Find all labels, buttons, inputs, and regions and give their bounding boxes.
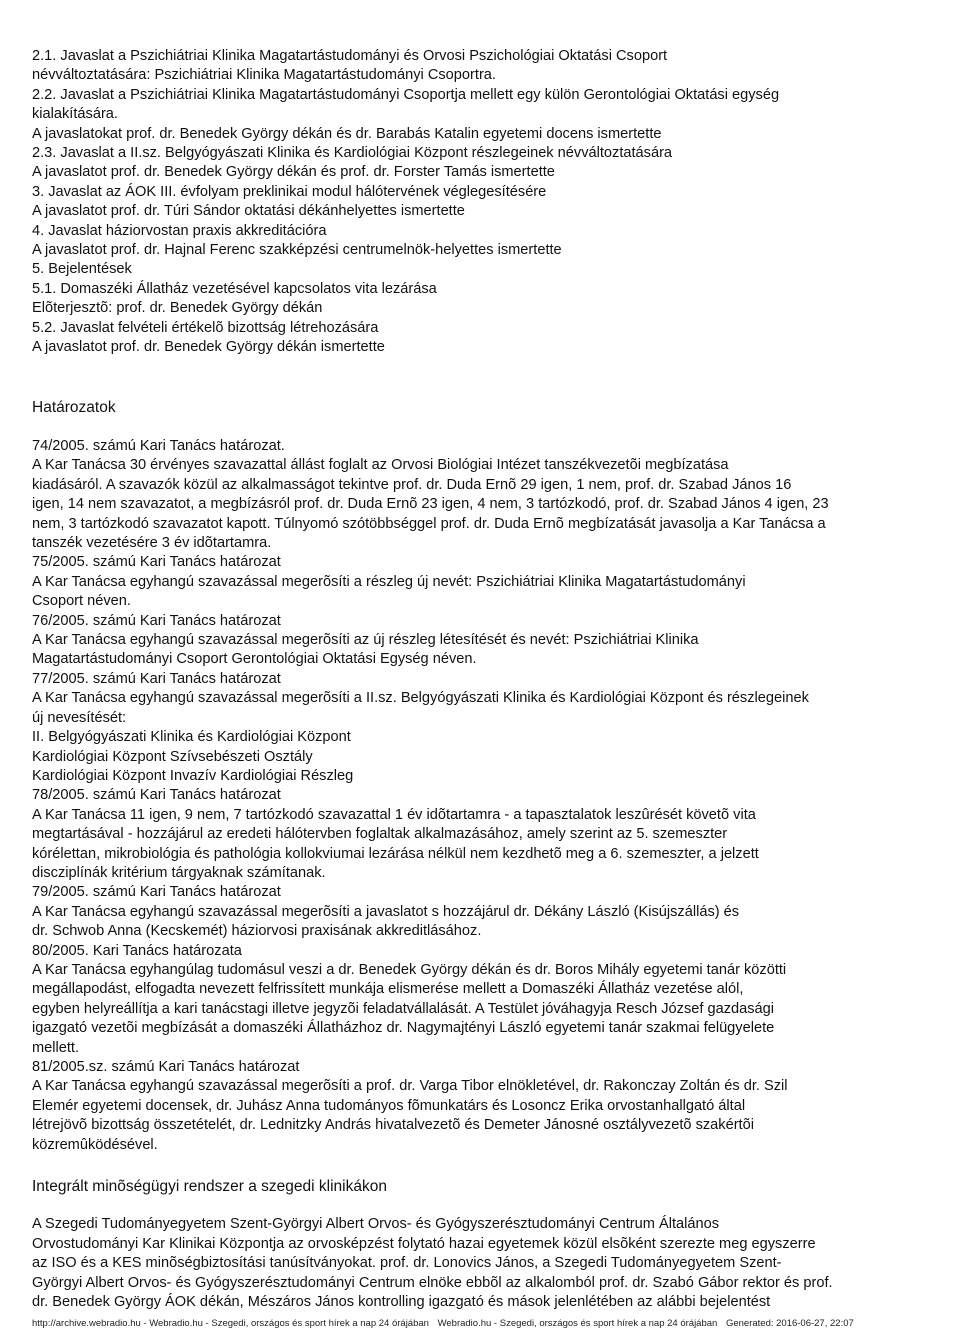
agenda-line: 4. Javaslat háziorvostan praxis akkreditációra (32, 222, 327, 239)
agenda-line: A javaslatot prof. dr. Benedek György dékán ismertette (32, 339, 385, 356)
agenda-line: A javaslatokat prof. dr. Benedek György dékán és dr. Barabás Katalin egyetemi docens ismertette (32, 125, 662, 142)
resolution-line: 80/2005. Kari Tanács határozata (32, 942, 242, 959)
resolution-line: 75/2005. számú Kari Tanács határozat (32, 554, 281, 571)
resolution-line: A Kar Tanácsa egyhangúlag tudomásul veszi a dr. Benedek György dékán és dr. Boros Mihály egyetemi tanár közötti (32, 961, 787, 978)
qms-heading: Integrált minõségügyi rendszer a szegedi klinikákon (32, 1178, 387, 1195)
resolution-line: A Kar Tanácsa 11 igen, 9 nem, 7 tartózkodó szavazattal 1 év idõtartamra - a tapasztalatok leszûrését követõ vita (32, 806, 756, 823)
resolution-line: A Kar Tanácsa egyhangú szavazással megerõsíti a javaslatot s hozzájárul dr. Dékány László (Kisújszállás) és (32, 903, 740, 920)
agenda-line: 5.1. Domaszéki Állatház vezetésével kapcsolatos vita lezárása (32, 280, 437, 297)
agenda-line: névváltoztatására: Pszichiátriai Klinika Magatartástudományi Csoportra. (32, 67, 496, 84)
agenda-section (32, 47, 946, 358)
resolution-line: A Kar Tanácsa egyhangú szavazással megerõsíti a prof. dr. Varga Tibor elnökletével, dr. Rakonczay Zoltán és dr. Szil (32, 1078, 788, 1095)
resolution-line: Kardiológiai Központ Invazív Kardiológiai Részleg (32, 767, 354, 784)
resolution-line: új nevesítését: (32, 709, 127, 726)
agenda-line: A javaslatot prof. dr. Benedek György dékán és prof. dr. Forster Tamás ismertette (32, 164, 555, 181)
resolutions-heading: Határozatok (32, 399, 116, 416)
footer-generated-date: Generated: 2016-06-27, 22:07 (725, 1318, 854, 1329)
resolution-line: Kardiológiai Központ Szívsebészeti Osztály (32, 748, 313, 765)
resolution-line: 74/2005. számú Kari Tanács határozat. (32, 438, 285, 454)
resolution-line: A Kar Tanácsa 30 érvényes szavazattal állást foglalt az Orvosi Biológiai Intézet tanszékvezetõi megbízatása (32, 457, 729, 474)
resolution-line: 76/2005. számú Kari Tanács határozat (32, 612, 281, 629)
resolution-line: Magatartástudományi Csoport Gerontológiai Oktatási Egység néven. (32, 651, 477, 668)
resolution-line: 79/2005. számú Kari Tanács határozat (32, 884, 281, 901)
resolution-line: Csoport néven. (32, 593, 131, 610)
resolution-line: Elemér egyetemi docensek, dr. Juhász Anna tudományos fõmunkatárs és Losoncz Erika orvostanhallgató által (32, 1097, 746, 1114)
agenda-line: A javaslatot prof. dr. Túri Sándor oktatási dékánhelyettes ismertette (32, 203, 465, 220)
resolution-line: 77/2005. számú Kari Tanács határozat (32, 670, 281, 687)
agenda-line: 3. Javaslat az ÁOK III. évfolyam preklinikai modul hálótervének véglegesítésére (32, 183, 547, 200)
resolution-line: kiadásáról. A szavazók közül az alkalmasságot tekintve prof. dr. Duda Ernõ 29 igen, 1 nem, prof. dr. Szabad János 16 (32, 476, 792, 493)
agenda-line: 5.2. Javaslat felvételi értékelõ bizottság létrehozására (32, 319, 379, 336)
resolution-line: létrejövõ bizottság összetételét, dr. Lednitzky András hivatalvezetõ és Demeter Jánosné osztályvezetõ szakértõi (32, 1117, 754, 1134)
resolutions-section (32, 437, 946, 1155)
resolution-line: nem, 3 tartózkodó szavazatot kapott. Túlnyomó szótöbbséggel prof. dr. Duda Ernõ megbízatását javasolja a Kar Tanácsa a (32, 515, 826, 532)
resolution-line: A Kar Tanácsa egyhangú szavazással megerõsíti a részleg új nevét: Pszichiátriai Klinika Magatartástudományi (32, 573, 746, 590)
resolution-line: mellett. (32, 1039, 80, 1056)
resolution-line: igazgató vezetõi megbízását a domaszéki Állatházhoz dr. Nagymajtényi László egyetemi tanár szakmai felügyelete (32, 1020, 775, 1037)
resolution-line: A Kar Tanácsa egyhangú szavazással megerõsíti a II.sz. Belgyógyászati Klinika és Kardiológiai Központ és részlegeinek (32, 690, 809, 707)
agenda-line: 2.3. Javaslat a II.sz. Belgyógyászati Klinika és Kardiológiai Központ részlegeinek névváltoztatására (32, 145, 673, 162)
resolution-line: egyben helyreállítja a kari tanácstagi illetve jegyzõi feladatvállalását. A Testület jóváhagyja Resch József gazdasági (32, 1000, 775, 1017)
agenda-line: A javaslatot prof. dr. Hajnal Ferenc szakképzési centrumelnök-helyettes ismertette (32, 242, 562, 259)
resolution-line: 78/2005. számú Kari Tanács határozat (32, 787, 281, 804)
qms-paragraph-line: Orvostudományi Kar Klinikai Központja az orvosképzést folytató hazai egyetemek közül elsõként szerezte meg egyszerre (32, 1235, 816, 1252)
resolution-line: igen, 14 nem szavazatot, a megbízásról prof. dr. Duda Ernõ 23 igen, 4 nem, 3 tartózkodó, prof. dr. Szabad János 4 igen, 23 (32, 496, 829, 513)
page-footer (32, 1318, 946, 1330)
agenda-line: 2.1. Javaslat a Pszichiátriai Klinika Magatartástudományi és Orvosi Pszichológiai Oktatási Csoport (32, 48, 668, 64)
resolution-line: megtartásával - hozzájárul az eredeti hálótervben foglaltak alkalmazásához, amely szerint az 5. szemeszter (32, 826, 728, 843)
qms-paragraph-line: dr. Benedek György ÁOK dékán, Mészáros János kontrolling igazgató és mások jelenlétében az alábbi bejelentést (32, 1294, 771, 1311)
qms-paragraph-line: Györgyi Albert Orvos- és Gyógyszerésztudományi Centrum elnöke ebbõl az alkalomból prof. dr. Szabó Gábor rektor és prof. (32, 1274, 833, 1291)
qms-paragraph-line: A Szegedi Tudományegyetem Szent-Györgyi Albert Orvos- és Gyógyszerésztudományi Centrum Általános (32, 1216, 720, 1232)
agenda-line: kialakítására. (32, 106, 118, 123)
agenda-line: 5. Bejelentések (32, 261, 132, 278)
resolution-line: kórélettan, mikrobiológia és pathológia kollokviumai lezárása nélkül nem kezdhetõ meg a 6. szemeszter, a jelzett (32, 845, 759, 862)
qms-section (32, 1215, 946, 1313)
agenda-line: Elõterjesztõ: prof. dr. Benedek György dékán (32, 300, 323, 317)
resolution-line: 81/2005.sz. számú Kari Tanács határozat (32, 1059, 300, 1075)
resolution-line: II. Belgyógyászati Klinika és Kardiológiai Központ (32, 729, 351, 746)
resolution-line: discziplínák kritérium tárgyaknak számítanak. (32, 864, 326, 881)
resolution-line: tanszék vezetésére 3 év idõtartamra. (32, 535, 272, 552)
resolution-line: A Kar Tanácsa egyhangú szavazással megerõsíti az új részleg létesítését és nevét: Pszichiátriai Klinika (32, 632, 699, 649)
footer-source-link[interactable]: http://archive.webradio.hu - Webradio.hu - Szegedi, országos és sport hírek a nap 24 órájában (32, 1318, 429, 1329)
resolution-line: közremûködésével. (32, 1136, 158, 1153)
resolution-line: megállapodást, elfogadta nevezett felfrissített munkája elismerése mellett a Domaszéki Állatház vezetése alól, (32, 981, 744, 998)
resolution-line: dr. Schwob Anna (Kecskemét) háziorvosi praxisának akkreditlásához. (32, 923, 482, 940)
qms-paragraph-line: az ISO és a KES minõségbiztosítási tanúsítványokat. prof. dr. Lonovics János, a Szegedi Tudományegyetem Szent- (32, 1255, 782, 1272)
footer-site-name: Webradio.hu - Szegedi, országos és sport hírek a nap 24 órájában (437, 1318, 718, 1329)
agenda-line: 2.2. Javaslat a Pszichiátriai Klinika Magatartástudományi Csoportja mellett egy külön Gerontológiai Oktatási egység (32, 86, 780, 103)
